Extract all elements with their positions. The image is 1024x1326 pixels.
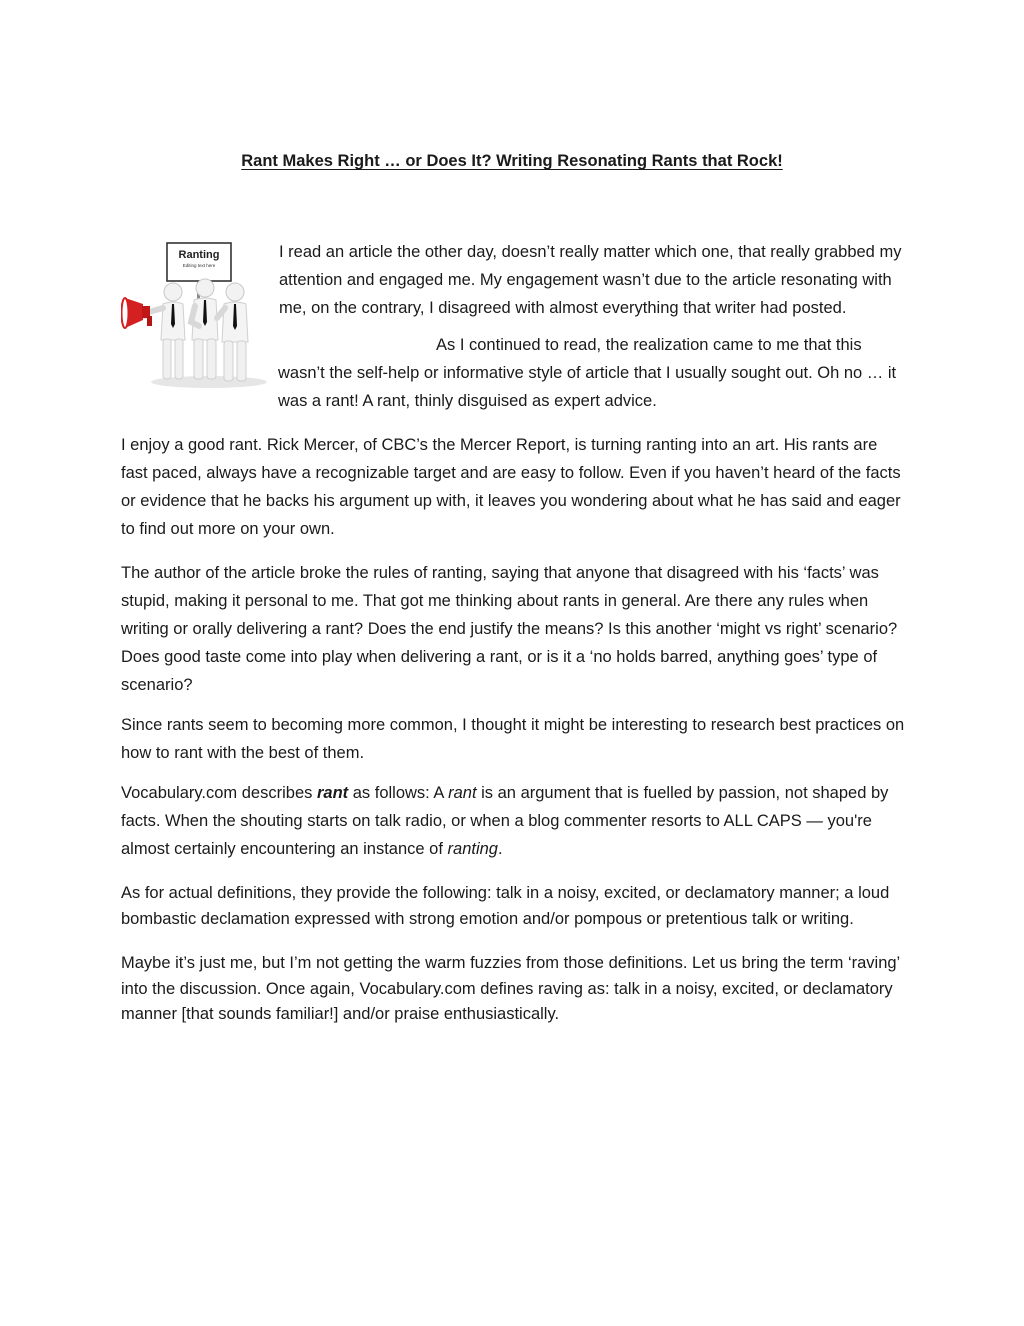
p6-ranting-italic: ranting <box>447 840 498 858</box>
paragraph-1: I read an article the other day, doesn’t really matter which one, that really grabbed my attention and engaged me. My engagement wasn’t due to the article resonating with me, on the contrary, I disagreed with almost everything that writer had posted. <box>279 243 902 317</box>
p6-part-c: as follows: A <box>348 784 449 802</box>
paragraph-3: I enjoy a good rant. Rick Mercer, of CBC’s the Mercer Report, is turning ranting into an art. His rants are fast paced, always have a recognizable target and are easy to follow. Even if you haven’t heard of the facts or evidence that he backs his argument up with, it leaves you wondering about what he has said and eager to find out more on your own. <box>121 436 901 538</box>
document-title: Rant Makes Right … or Does It? Writing Resonating Rants that Rock! <box>241 152 783 170</box>
p6-part-g: . <box>497 840 503 858</box>
paragraph-8: Maybe it’s just me, but I’m not getting the warm fuzzies from those definitions. Let us bring the term ‘raving’ into the discussion. Once again, Vocabulary.com defines raving as: talk in a noisy, excited, or declamatory manner [that sounds familiar!] and/or praise enthusiastically. <box>121 954 900 1023</box>
paragraph-6 <box>121 779 907 863</box>
left-figure <box>145 283 185 379</box>
p6-rant-italic: rant <box>448 784 477 802</box>
sign-title: Ranting <box>178 249 220 261</box>
p6-part-e: is an argument that is fuelled by passion, not shaped by facts. When the shouting starts on talk radio, or when a blog commenter resorts to ALL CAPS — you're almost certainly encountering an instance of <box>121 784 889 858</box>
megaphone-icon <box>122 298 153 328</box>
middle-figure <box>191 279 218 379</box>
paragraph-5: Since rants seem to becoming more common, I thought it might be interesting to research best practices on how to rant with the best of them. <box>121 716 905 762</box>
sign-subtitle: Editing text here <box>182 263 216 268</box>
paragraph-4: The author of the article broke the rules of ranting, saying that anyone that disagreed with his ‘facts’ was stupid, making it personal to me. That got me thinking about rants in general. Are there any rules when writing or orally delivering a rant? Does the end justify the means? Is this another ‘might vs right’ scenario? Does good taste come into play when delivering a rant, or is it a ‘no holds barred, anything goes’ type of scenario? <box>121 564 898 694</box>
document-body <box>121 238 907 1049</box>
p6-rant-bold: rant <box>316 784 349 802</box>
ranting-figures-illustration <box>121 240 278 390</box>
paragraph-7: As for actual definitions, they provide the following: talk in a noisy, excited, or declamatory manner; a loud bombastic declamation expressed with strong emotion and/or pompous or pretentious talk or writing. <box>121 884 890 928</box>
paragraph-2: As I continued to read, the realization came to me that this wasn’t the self-help or informative style of article that I usually sought out. Oh no … it was a rant! A rant, thinly disguised as expert advice. <box>278 336 897 410</box>
p6-part-a: Vocabulary.com describes <box>121 784 317 802</box>
right-figure <box>217 283 248 381</box>
